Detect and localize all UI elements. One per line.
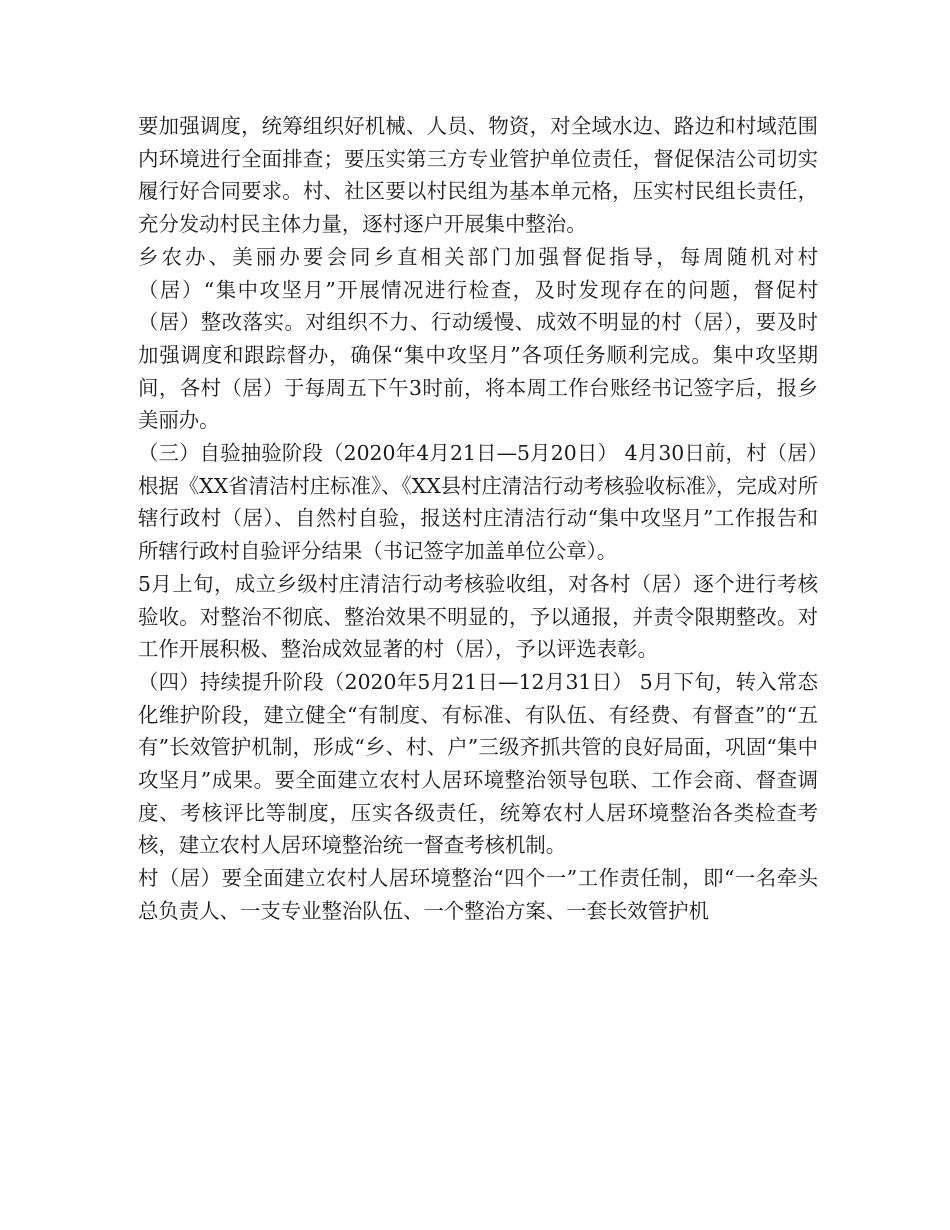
paragraph-5: （四）持续提升阶段（2020年5月21日—12月31日） 5月下旬，转入常态化维护阶段，建立健全“有制度、有标准、有队伍、有经费、有督查”的“五有”长效管护机制，形成“乡、村、户”三级齐抓共管的良好局面，巩固“集中攻坚月”成果。要全面建立农村人居环境整治领导包联、工作会商、督查调度、考核评比等制度，压实各级责任，统筹农村人居环境整治各类检查考核，建立农村人居环境整治统一督查考核机制。 (138, 669, 818, 858)
paragraph-4: 5月上旬，成立乡级村庄清洁行动考核验收组，对各村（居）逐个进行考核验收。对整治不彻底、整治效果不明显的，予以通报，并责令限期整改。对工作开展积极、整治成效显著的村（居），予以评选表彰。 (138, 571, 818, 662)
paragraph-1: 要加强调度，统筹组织好机械、人员、物资，对全域水边、路边和村域范围内环境进行全面排查；要压实第三方专业管护单位责任，督促保洁公司切实履行好合同要求。村、社区要以村民组为基本单元格，压实村民组长责任，充分发动村民主体力量，逐村逐户开展集中整治。 (138, 114, 818, 237)
paragraph-3: （三）自验抽验阶段（2020年4月21日—5月20日） 4月30日前，村（居）根据《XX省清洁村庄标准》、《XX县村庄清洁行动考核验收标准》，完成对所辖行政村（居）、自然村自验，报送村庄清洁行动“集中攻坚月”工作报告和所辖行政村自验评分结果（书记签字加盖单位公章）。 (138, 441, 818, 564)
paragraph-2: 乡农办、美丽办要会同乡直相关部门加强督促指导，每周随机对村（居）“集中攻坚月”开展情况进行检查，及时发现存在的问题，督促村（居）整改落实。对组织不力、行动缓慢、成效不明显的村（居），要及时加强调度和跟踪督办，确保“集中攻坚月”各项任务顺利完成。集中攻坚期间，各村（居）于每周五下午3时前，将本周工作台账经书记签字后，报乡美丽办。 (138, 244, 818, 433)
document-body (138, 110, 818, 928)
paragraph-6: 村（居）要全面建立农村人居环境整治“四个一”工作责任制，即“一名牵头总负责人、一支专业整治队伍、一个整治方案、一套长效管护机 (138, 866, 818, 923)
